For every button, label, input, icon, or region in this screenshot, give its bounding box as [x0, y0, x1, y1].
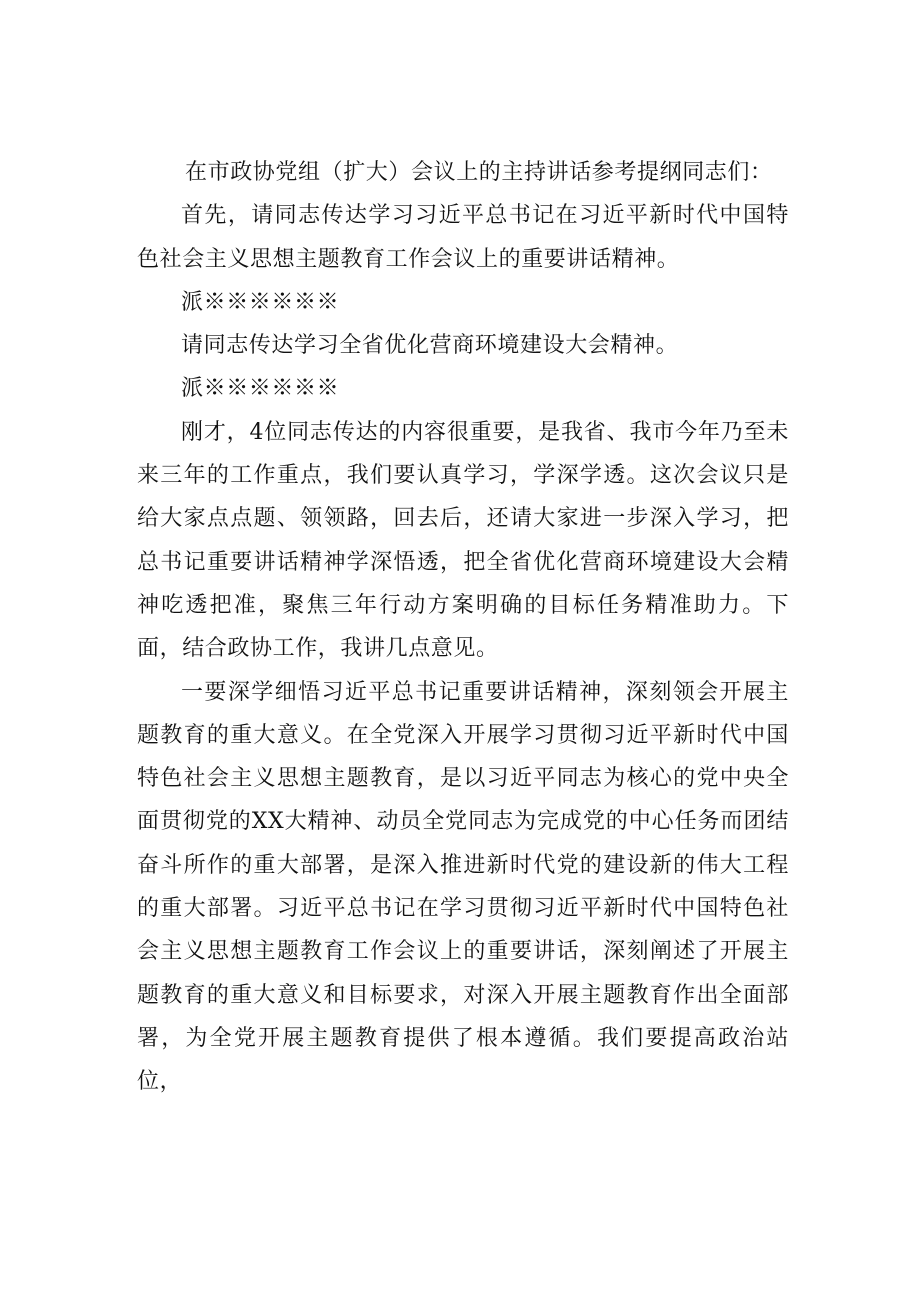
paragraph-point-one: 一要深学细悟习近平总书记重要讲话精神，深刻领会开展主题教育的重大意义。在全党深入开展学习贯彻习近平新时代中国特色社会主义思想主题教育，是以习近平同志为核心的党中央全面贯彻党的XX大精神、动员全党同志为完成党的中心任务而团结奋斗所作的重大部署，是深入推进新时代党的建设新的伟大工程的重大部署。习近平总书记在学习贯彻习近平新时代中国特色社会主义思想主题教育工作会议上的重要讲话，深刻阐述了开展主题教育的重大意义和目标要求，对深入开展主题教育作出全面部署，为全党开展主题教育提供了根本遵循。我们要提高政治站位， [137, 679, 789, 1095]
paragraph-summary: 刚才，4位同志传达的内容很重要，是我省、我市今年乃至未来三年的工作重点，我们要认真学习，学深学透。这次会议只是给大家点点题、领领路，回去后，还请大家进一步深入学习，把总书记重要讲话精神学深悟透，把全省优化营商环境建设大会精神吃透把准，聚焦三年行动方案明确的目标任务精准助力。下面，结合政协工作，我讲几点意见。 [137, 419, 789, 662]
paragraph-placeholder-1: 派※※※※※※ [181, 289, 340, 315]
paragraph-placeholder-2: 派※※※※※※ [181, 376, 340, 402]
paragraph-relay-conference: 请同志传达学习全省优化营商环境建设大会精神。 [181, 333, 679, 359]
document-body [137, 151, 789, 1104]
paragraph-heading: 在市政协党组（扩大）会议上的主持讲话参考提纲同志们： [185, 160, 773, 185]
paragraph-relay-speech: 首先，请同志传达学习习近平总书记在习近平新时代中国特色社会主义思想主题教育工作会议上的重要讲话精神。 [137, 203, 789, 272]
